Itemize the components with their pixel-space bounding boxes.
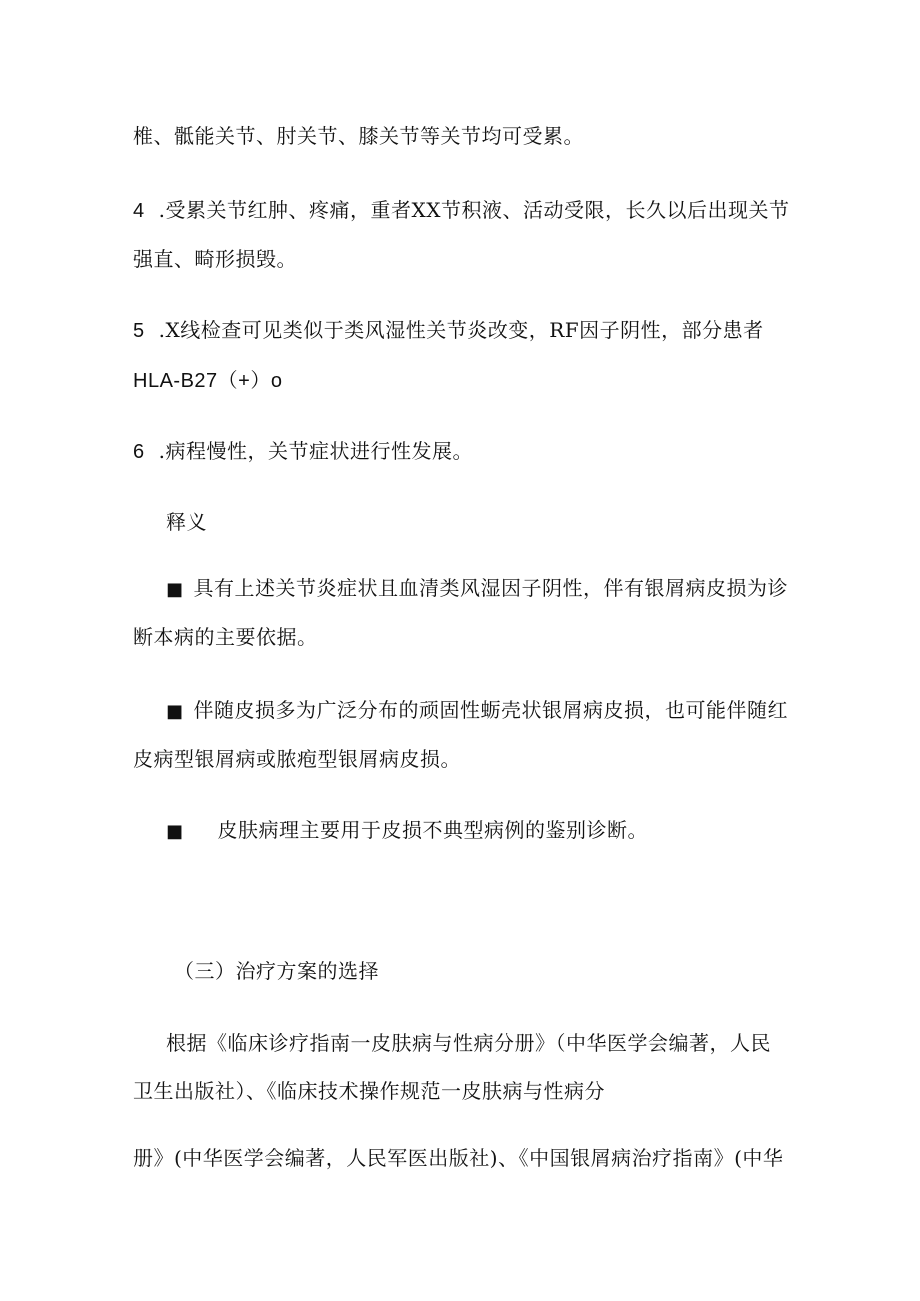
paragraph-line (133, 1144, 783, 1172)
item-text: .受累关节红肿、疼痛，重者XX节积液、活动受限，长久以后出现关节 (158, 198, 790, 222)
item-text: .X线检查可见类似于类风湿性关节炎改变，RF因子阴性，部分患者 (158, 318, 764, 342)
bullet-text: 伴随皮损多为广泛分布的顽固性蛎壳状银屑病皮损，也可能伴随红 (193, 698, 789, 722)
square-bullet-icon: ■ (166, 701, 184, 722)
text-span: 椎、骶能关节、肘关节、膝关节等关节均可受累。 (133, 124, 584, 148)
text-line (133, 367, 282, 395)
bullet-item-2 (166, 696, 788, 726)
numbered-item-5 (133, 316, 764, 345)
bullet-text-continued: 皮病型银屑病或脓疱型银屑病皮损。 (133, 747, 461, 771)
paragraph-text: 根据《临床诊疗指南一皮肤病与性病分册》（中华医学会编著，人民 (166, 1031, 771, 1055)
text-line (133, 245, 297, 273)
item-number: 6 (133, 441, 145, 463)
item-text-continued: HLA-B27（+）o (133, 370, 283, 392)
item-number: 4 (133, 200, 145, 222)
bullet-item-3 (166, 816, 648, 846)
bullet-text-continued: 断本病的主要依据。 (133, 625, 318, 649)
paragraph-line (166, 1029, 771, 1057)
numbered-item-6 (133, 437, 473, 466)
text-line (133, 745, 461, 773)
item-number: 5 (133, 320, 145, 342)
item-text-continued: 强直、畸形损毁。 (133, 247, 297, 271)
text-line (133, 122, 584, 150)
numbered-item-4 (133, 196, 789, 225)
bullet-text: 皮肤病理主要用于皮损不典型病例的鉴别诊断。 (217, 818, 649, 842)
section-heading-shiyi (166, 508, 207, 536)
heading-text: （三）治疗方案的选择 (174, 959, 379, 983)
paragraph-text: 卫生出版社）、《临床技术操作规范一皮肤病与性病分 (133, 1079, 605, 1103)
text-line (133, 623, 318, 651)
square-bullet-icon: ■ (166, 821, 184, 842)
bullet-text: 具有上述关节炎症状且血清类风湿因子阴性，伴有银屑病皮损为诊 (193, 576, 789, 600)
bullet-item-1 (166, 574, 788, 604)
paragraph-line (133, 1077, 605, 1105)
heading-text: 释义 (166, 510, 207, 534)
item-text: .病程慢性，关节症状进行性发展。 (158, 439, 473, 463)
square-bullet-icon: ■ (166, 579, 184, 600)
section-heading-treatment (174, 957, 379, 985)
paragraph-text: 册》(中华医学会编著，人民军医出版社)、《中国银屑病治疗指南》(中华 (133, 1146, 784, 1170)
